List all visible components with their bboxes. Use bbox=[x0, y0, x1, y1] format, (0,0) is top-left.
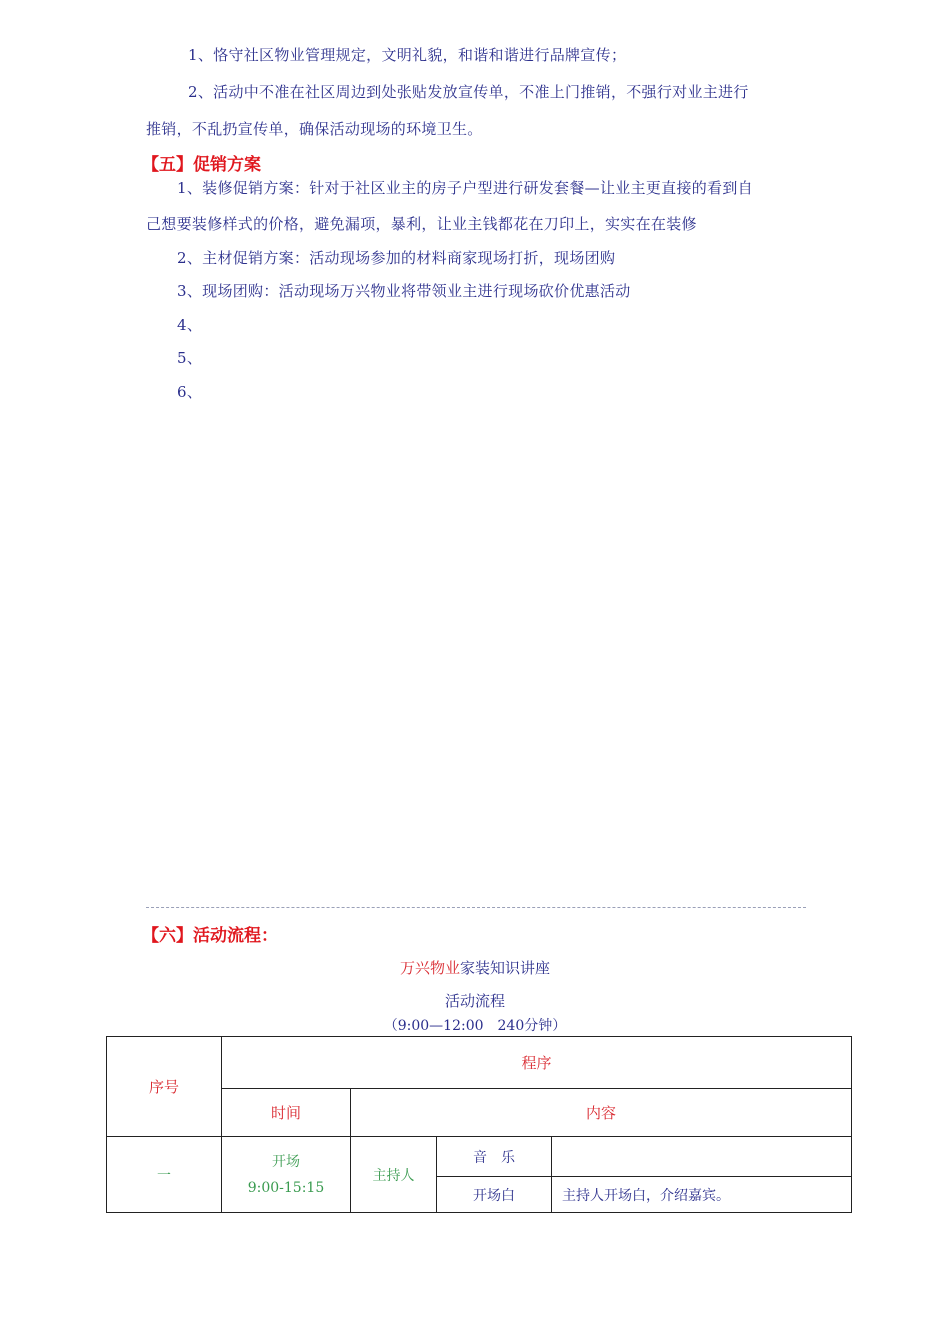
event-title-rest: 家装知识讲座 bbox=[460, 959, 551, 977]
promo-item-3: 3、现场团购：活动现场万兴物业将带领业主进行现场砍价优惠活动 bbox=[177, 282, 631, 300]
promo-item-1-line-1: 1、装修促销方案：针对于社区业主的房子户型进行研发套餐—让业主更直接的看到自 bbox=[177, 179, 753, 197]
row-item-name: 音 乐 bbox=[437, 1137, 552, 1177]
promo-item-4: 4、 bbox=[177, 316, 203, 334]
row-time-label: 开场 bbox=[272, 1153, 300, 1170]
row-time bbox=[222, 1137, 351, 1213]
page-break-divider bbox=[146, 907, 806, 908]
row-time-value: 9:00-15:15 bbox=[247, 1179, 325, 1196]
header-seq: 序号 bbox=[107, 1037, 222, 1137]
promo-item-6: 6、 bbox=[177, 383, 203, 401]
row-item-name: 开场白 bbox=[437, 1177, 552, 1213]
promo-item-2: 2、主材促销方案：活动现场参加的材料商家现场打折，现场团购 bbox=[177, 249, 616, 267]
flow-title: 活动流程 bbox=[444, 992, 505, 1010]
row-item-desc: 主持人开场白，介绍嘉宾。 bbox=[552, 1177, 852, 1213]
table-row bbox=[107, 1137, 852, 1177]
header-program: 程序 bbox=[222, 1037, 852, 1089]
promo-item-1-line-2: 己想要装修样式的价格，避免漏项，暴利，让业主钱都花在刀印上，实实在在装修 bbox=[146, 215, 697, 233]
rule-item-2-line-1: 2、活动中不准在社区周边到处张贴发放宣传单，不准上门推销，不强行对业主进行 bbox=[188, 83, 749, 101]
row-role: 主持人 bbox=[351, 1137, 437, 1213]
event-title bbox=[0, 957, 950, 978]
section-6-title: 【六】活动流程： bbox=[142, 926, 278, 946]
header-time: 时间 bbox=[222, 1089, 351, 1137]
header-content: 内容 bbox=[351, 1089, 852, 1137]
rule-item-2-line-2: 推销，不乱扔宣传单，确保活动现场的环境卫生。 bbox=[146, 120, 483, 138]
section-5-title: 【五】促销方案 bbox=[142, 155, 261, 175]
event-title-highlight: 万兴物业 bbox=[399, 959, 460, 977]
row-item-desc bbox=[552, 1137, 852, 1177]
promo-item-5: 5、 bbox=[177, 349, 203, 367]
row-seq: 一 bbox=[107, 1137, 222, 1213]
rule-item-1: 1、恪守社区物业管理规定，文明礼貌，和谐和谐进行品牌宣传； bbox=[188, 46, 627, 64]
time-range: （9:00—12:00 240分钟） bbox=[383, 1018, 567, 1034]
activity-flow-table bbox=[106, 1036, 852, 1213]
